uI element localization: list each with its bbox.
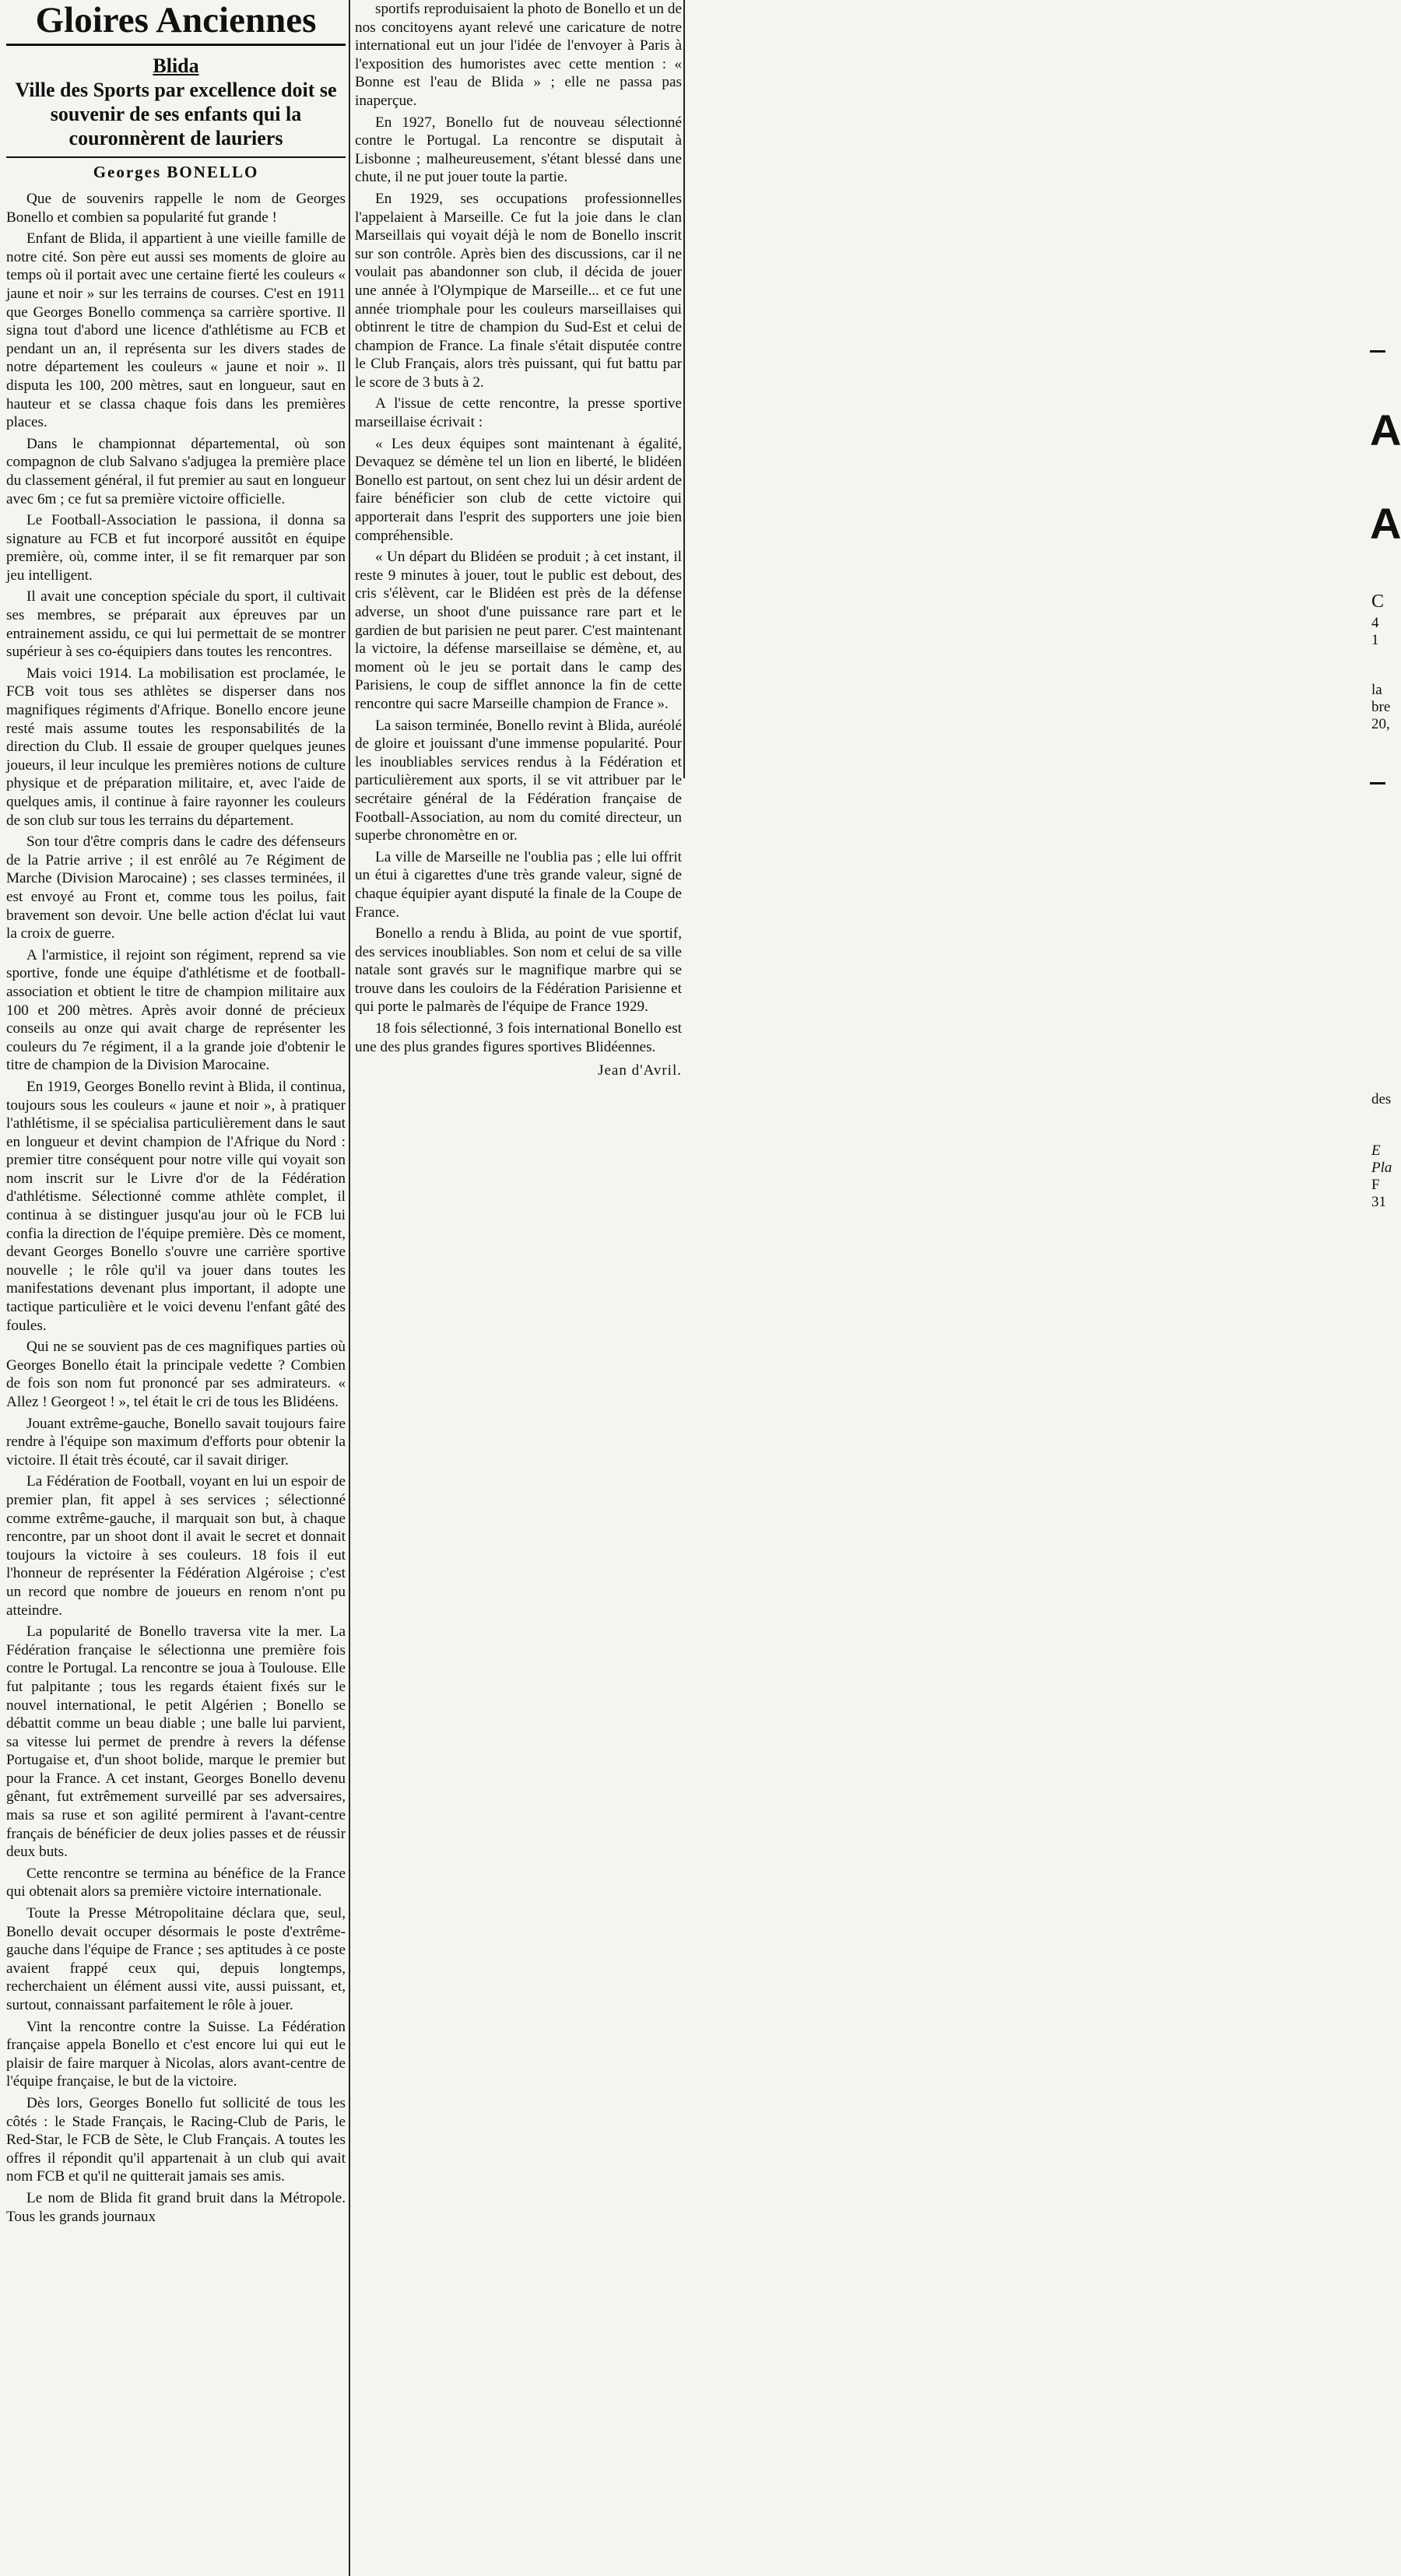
article-paragraph: A l'issue de cette rencontre, la presse sportive marseillaise écrivait :: [355, 395, 682, 431]
article-paragraph: Mais voici 1914. La mobilisation est proclamée, le FCB voit tous ses athlètes se disperser dans nos magnifiques régiments d'Afrique. Bonello encore jeune resté mais assume toutes les responsabilités de la direction du Club. Il essaie de grouper quelques jeunes joueurs, il leur inculque les premières notions de culture physique et de préparation militaire, et, avec l'aide de quelques amis, il continue à faire rayonner les couleurs de son club sur tous les terrains du département.: [6, 665, 346, 829]
article-paragraph: A l'armistice, il rejoint son régiment, reprend sa vie sportive, fonde une équipe d'athlétisme et de football-association et obtient le titre de champion militaire aux 100 et 200 mètres. Après avoir donné de précieux conseils au onze qui avait charge de représenter les couleurs du 7e régiment, il a la grande joie d'obtenir le titre de champion de la Division Marocaine.: [6, 946, 346, 1074]
fragment-text: 31: [1371, 1194, 1386, 1210]
adjacent-column-fragments: [685, 0, 1401, 2576]
column-divider: [349, 0, 350, 2576]
article-paragraph: Dans le championnat départemental, où son compagnon de club Salvano s'adjugea la première place du classement général, il fut premier au saut en longueur avec 6m ; ce fut sa première victoire officielle.: [6, 435, 346, 507]
article-column-left: [6, 0, 346, 2229]
article-paragraph: En 1927, Bonello fut de nouveau sélectionné contre le Portugal. La rencontre se disputait à Lisbonne ; malheureusement, s'étant blessé dans une chute, il ne put jouer toute la partie.: [355, 114, 682, 186]
fragment-rule: [1370, 350, 1385, 353]
article-paragraph: La Fédération de Football, voyant en lui un espoir de premier plan, fit appel à ses services ; sélectionné comme extrême-gauche, il marquait son but, à chaque rencontre, par un shoot dont il avait le secret et donnait toujours la victoire à ses couleurs. 18 fois il eut l'honneur de représenter la Fédération Algéroise ; c'est un record que nombre de joueurs en renom n'ont pu atteindre.: [6, 1473, 346, 1619]
article-column-right: [355, 0, 682, 1079]
article-paragraph: Le nom de Blida fit grand bruit dans la Métropole. Tous les grands journaux: [6, 2189, 346, 2225]
article-paragraph: En 1929, ses occupations professionnelles l'appelaient à Marseille. Ce fut la joie dans le clan Marseillais qui voyait déjà le nom de Bonello inscrit sur son contrôle. Après bien des discussions, car il ne voulait pas abandonner son club, il décida de jouer une année à l'Olympique de Marseille... et ce fut une année triomphale pour les couleurs marseillaises qui obtinrent le titre de champion du Sud-Est et celui de champion de France. La finale s'était disputée contre le Club Français, alors très puissant, qui fut battu par le score de 3 buts à 2.: [355, 190, 682, 391]
fragment-text: des: [1371, 1091, 1392, 1107]
fragment-letter: A: [1370, 499, 1401, 548]
article-paragraph: Le Football-Association le passiona, il donna sa signature au FCB et fut incorporé aussitôt en équipe première, où, comme inter, il se fit remarquer par son jeu intelligent.: [6, 512, 346, 584]
article-author: Georges BONELLO: [6, 156, 346, 182]
article-paragraph: Jouant extrême-gauche, Bonello savait toujours faire rendre à l'équipe son maximum d'efforts pour obtenir la victoire. Il était très écouté, car il savait diriger.: [6, 1415, 346, 1469]
fragment-text: 1: [1371, 632, 1379, 648]
article-paragraph: Que de souvenirs rappelle le nom de Georges Bonello et combien sa popularité fut grande !: [6, 191, 346, 226]
fragment-text: la: [1371, 682, 1382, 698]
article-paragraph: Enfant de Blida, il appartient à une vieille famille de notre cité. Son père eut aussi ses moments de gloire au temps où il portait avec une certaine fierté les couleurs « jaune et noir » sur les terrains de courses. C'est en 1911 que Georges Bonello commença sa carrière sportive. Il signa tout d'abord une licence d'athlétisme au FCB et pendant un an, il représenta sur les divers stades de notre département les couleurs « jaune et noir ». Il disputa les 100, 200 mètres, saut en longueur, saut en hauteur et se classa chaque fois dans les premières places.: [6, 230, 346, 431]
article-signature: Jean d'Avril.: [598, 1062, 682, 1079]
fragment-letter: A: [1370, 405, 1401, 454]
article-paragraph: Qui ne se souvient pas de ces magnifiques parties où Georges Bonello était la principale vedette ? Combien de fois son nom fut prononcé par ses admirateurs. « Allez ! Georgeot ! », tel était le cri de tous les Blidéens.: [6, 1339, 346, 1410]
article-paragraph: « Les deux équipes sont maintenant à égalité, Devaquez se démène tel un lion en liberté, le blidéen Bonello est partout, on sent chez lui un désir ardent de faire bénéficier son club de cette victoire qui apporterait dans l'esprit des supporters une joie bien compréhensible.: [355, 435, 682, 544]
fragment-rule: [1370, 782, 1385, 784]
article-paragraph: sportifs reproduisaient la photo de Bonello et un de nos concitoyens ayant relevé une caricature de notre international eut un jour l'idée de l'envoyer à Paris à l'exposition des humoristes avec cette mention : « Bonne est l'eau de Blida » ; elle ne passa pas inaperçue.: [355, 1, 682, 109]
article-paragraph: Il avait une conception spéciale du sport, il cultivait ses membres, se préparait aux épreuves par un entrainement assidu, ce qui lui permettait de se montrer supérieur à ses co-équipiers dans toutes les rencontres.: [6, 588, 346, 661]
fragment-text: 4: [1371, 615, 1379, 631]
article-paragraph: Cette rencontre se termina au bénéfice de la France qui obtenait alors sa première victoire internationale.: [6, 1865, 346, 1900]
fragment-text: C: [1371, 591, 1385, 612]
fragment-text: Pla: [1371, 1160, 1392, 1176]
subheadline: Ville des Sports par excellence doit se souvenir de ses enfants qui la couronnèrent de lauriers: [15, 79, 337, 149]
article-paragraph: 18 fois sélectionné, 3 fois international Bonello est une des plus grandes figures sportives Blidéennes.: [355, 1020, 682, 1055]
article-body-left: [6, 190, 346, 2226]
article-paragraph: Son tour d'être compris dans le cadre des défenseurs de la Patrie arrive ; il est enrôlé au 7e Régiment de Marche (Division Marocaine) ; ses classes terminées, il est envoyé au Front et, comme tous les poilus, fait bravement son devoir. Une belle action d'éclat lui vaut la croix de guerre.: [6, 834, 346, 942]
fragment-text: 20,: [1371, 716, 1390, 732]
fragment-text: F: [1371, 1177, 1380, 1193]
article-body-right: [355, 0, 682, 1056]
article-paragraph: La ville de Marseille ne l'oublia pas ; elle lui offrit un étui à cigarettes d'une très grande valeur, signé de chaque équipier ayant disputé la finale de la Coupe de France.: [355, 848, 682, 921]
article-paragraph: En 1919, Georges Bonello revint à Blida, il continua, toujours sous les couleurs « jaune et noir », à pratiquer l'athlétisme, il se spécialisa particulièrement dans le saut en longueur et devint champion de l'Afrique du Nord : premier titre conséquent pour notre ville qui voyait son nom inscrit sur le Livre d'or de la Fédération d'athlétisme. Sélectionné comme athlète complet, il continua à se distinguer jusqu'au jour où le FCB lui confia la direction de l'équipe première. Dès ce moment, devant Georges Bonello s'ouvre une carrière sportive nouvelle ; le rôle qu'il va jouer dans toutes les manifestations devenant plus important, il adopte une tactique particulière et le voici devenu l'enfant gâté des foules.: [6, 1078, 346, 1334]
fragment-text: bre: [1371, 699, 1391, 715]
article-paragraph: La saison terminée, Bonello revint à Blida, auréolé de gloire et jouissant d'une immense popularité. Pour les inoubliables services rendus à la Fédération et particulièrement aux sports, il se vit attribuer par le secrétaire général de la Fédération française de Football-Association, au nom du comité directeur, un superbe chronomètre en or.: [355, 717, 682, 844]
fragment-text: E: [1371, 1142, 1381, 1159]
subheadline-block: [6, 54, 346, 150]
place-name: Blida: [153, 54, 199, 77]
article-paragraph: La popularité de Bonello traversa vite la mer. La Fédération française le sélectionna une première fois contre le Portugal. La rencontre se joua à Toulouse. Elle fut palpitante ; tous les regards étaient fixés sur le nouvel international, le petit Algérien ; Bonello se débattit comme un beau diable ; une balle lui parvient, sa vitesse lui permet de prendre à revers la défense Portugaise et, d'un shoot bolide, marque le premier but pour la France. A cet instant, Georges Bonello devenu gênant, fut extrêmement surveillé par ses adversaires, mais sa ruse et son agilité permirent à l'avant-centre français de bénéficier de deux jolies passes et de réussir deux buts.: [6, 1623, 346, 1861]
article-paragraph: Bonello a rendu à Blida, au point de vue sportif, des services inoubliables. Son nom et celui de sa ville natale sont gravés sur le magnifique marbre qui se trouve dans les couloirs de la Fédération Parisienne et qui porte le palmarès de l'équipe de France 1929.: [355, 925, 682, 1016]
article-paragraph: « Un départ du Blidéen se produit ; à cet instant, il reste 9 minutes à jouer, tout le public est debout, des cris s'élèvent, car le Blidéen est près de la défense adverse, un shoot d'une puissance rare part et le gardien de but parisien ne peut parer. C'est maintenant la victoire, la défense marseillaise se démène, et, au moment où le jeu se portait dans le camp des Parisiens, le coup de sifflet annonce la fin de cette rencontre qui sacre Marseille champion de France ».: [355, 549, 682, 712]
headline: Gloires Anciennes: [6, 0, 346, 46]
article-paragraph: Toute la Presse Métropolitaine déclara que, seul, Bonello devait occuper désormais le poste d'extrême-gauche dans l'équipe de France ; ses aptitudes à ce poste avaient frappé ceux qui, depuis longtemps, recherchaient un élément aussi vite, aussi puissant, et, surtout, connaissant parfaitement le rôle à jouer.: [6, 1905, 346, 2013]
article-paragraph: Dès lors, Georges Bonello fut sollicité de tous les côtés : le Stade Français, le Racing-Club de Paris, le Red-Star, le FCB de Sète, le Club Français. A toutes les offres il répondit qu'il appartenait à un club qui avait nom FCB et qu'il ne quitterait jamais ses amis.: [6, 2094, 346, 2185]
article-paragraph: Vint la rencontre contre la Suisse. La Fédération française appela Bonello et c'est encore lui qui eut le plaisir de faire marquer à Nicolas, alors avant-centre de l'équipe française, le but de la victoire.: [6, 2018, 346, 2090]
